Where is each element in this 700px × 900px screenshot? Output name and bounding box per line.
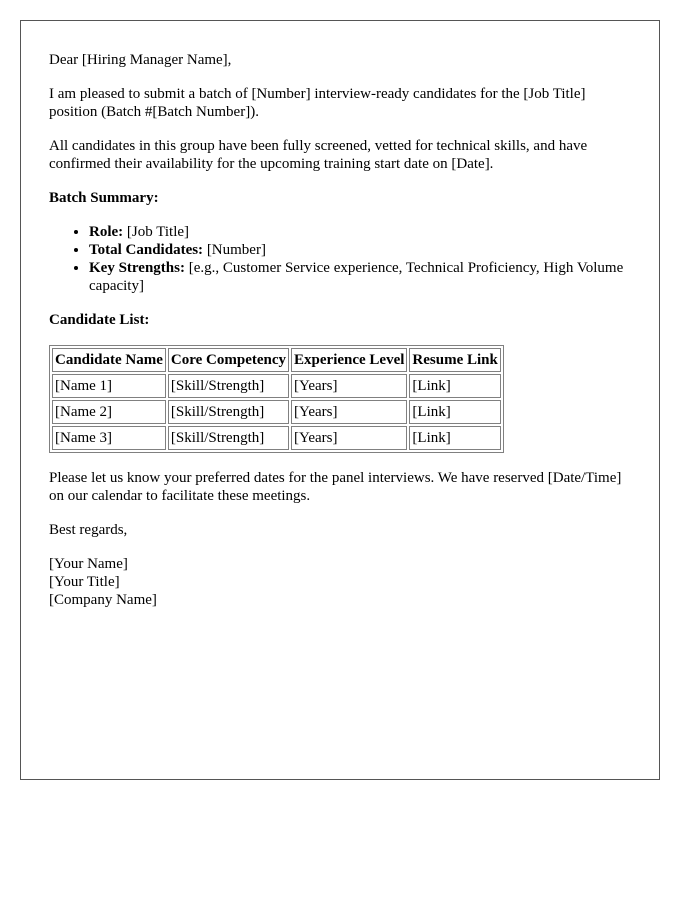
cell-core-competency: [Skill/Strength] bbox=[168, 400, 289, 424]
cell-experience-level: [Years] bbox=[291, 426, 407, 450]
column-header-candidate-name: Candidate Name bbox=[52, 348, 166, 372]
signature-name: [Your Name] bbox=[49, 556, 128, 572]
candidate-table bbox=[49, 345, 504, 453]
signature-company: [Company Name] bbox=[49, 592, 157, 608]
batch-summary-heading: Batch Summary: bbox=[49, 190, 159, 206]
batch-summary-list bbox=[49, 223, 631, 295]
summary-item-role bbox=[89, 223, 631, 241]
summary-item-label: Key Strengths: bbox=[89, 260, 185, 276]
signature-title: [Your Title] bbox=[49, 574, 120, 590]
closing-paragraph: Please let us know your preferred dates for the panel interviews. We have reserved [Date/Time] on our calendar to facilitate these meetings. bbox=[49, 470, 622, 504]
summary-item-total-candidates bbox=[89, 241, 631, 259]
summary-item-label: Role: bbox=[89, 224, 124, 240]
cell-experience-level: [Years] bbox=[291, 374, 407, 398]
table-row bbox=[52, 426, 501, 450]
summary-item-value: [Job Title] bbox=[126, 224, 190, 240]
letter-page bbox=[20, 20, 660, 780]
intro-paragraph: I am pleased to submit a batch of [Number] interview-ready candidates for the [Job Title] position (Batch #[Batch Number]). bbox=[49, 86, 586, 120]
table-row bbox=[52, 374, 501, 398]
signature-block bbox=[49, 555, 631, 609]
cell-experience-level: [Years] bbox=[291, 400, 407, 424]
table-header-row bbox=[52, 348, 501, 372]
column-header-experience-level: Experience Level bbox=[291, 348, 407, 372]
summary-item-value: [e.g., Customer Service experience, Technical Proficiency, High Volume capacity] bbox=[89, 260, 624, 294]
summary-item-value: [Number] bbox=[206, 242, 266, 258]
cell-candidate-name: [Name 1] bbox=[52, 374, 166, 398]
cell-core-competency: [Skill/Strength] bbox=[168, 426, 289, 450]
cell-resume-link: [Link] bbox=[409, 374, 500, 398]
sign-off: Best regards, bbox=[49, 522, 128, 538]
cell-core-competency: [Skill/Strength] bbox=[168, 374, 289, 398]
screening-paragraph: All candidates in this group have been fully screened, vetted for technical skills, and have confirmed their availability for the upcoming training start date on [Date]. bbox=[49, 138, 588, 172]
candidate-list-heading: Candidate List: bbox=[49, 312, 150, 328]
table-row bbox=[52, 400, 501, 424]
cell-resume-link: [Link] bbox=[409, 400, 500, 424]
column-header-core-competency: Core Competency bbox=[168, 348, 289, 372]
column-header-resume-link: Resume Link bbox=[409, 348, 500, 372]
cell-candidate-name: [Name 2] bbox=[52, 400, 166, 424]
summary-item-key-strengths bbox=[89, 259, 631, 295]
cell-candidate-name: [Name 3] bbox=[52, 426, 166, 450]
cell-resume-link: [Link] bbox=[409, 426, 500, 450]
summary-item-label: Total Candidates: bbox=[89, 242, 204, 258]
greeting: Dear [Hiring Manager Name], bbox=[49, 52, 232, 68]
